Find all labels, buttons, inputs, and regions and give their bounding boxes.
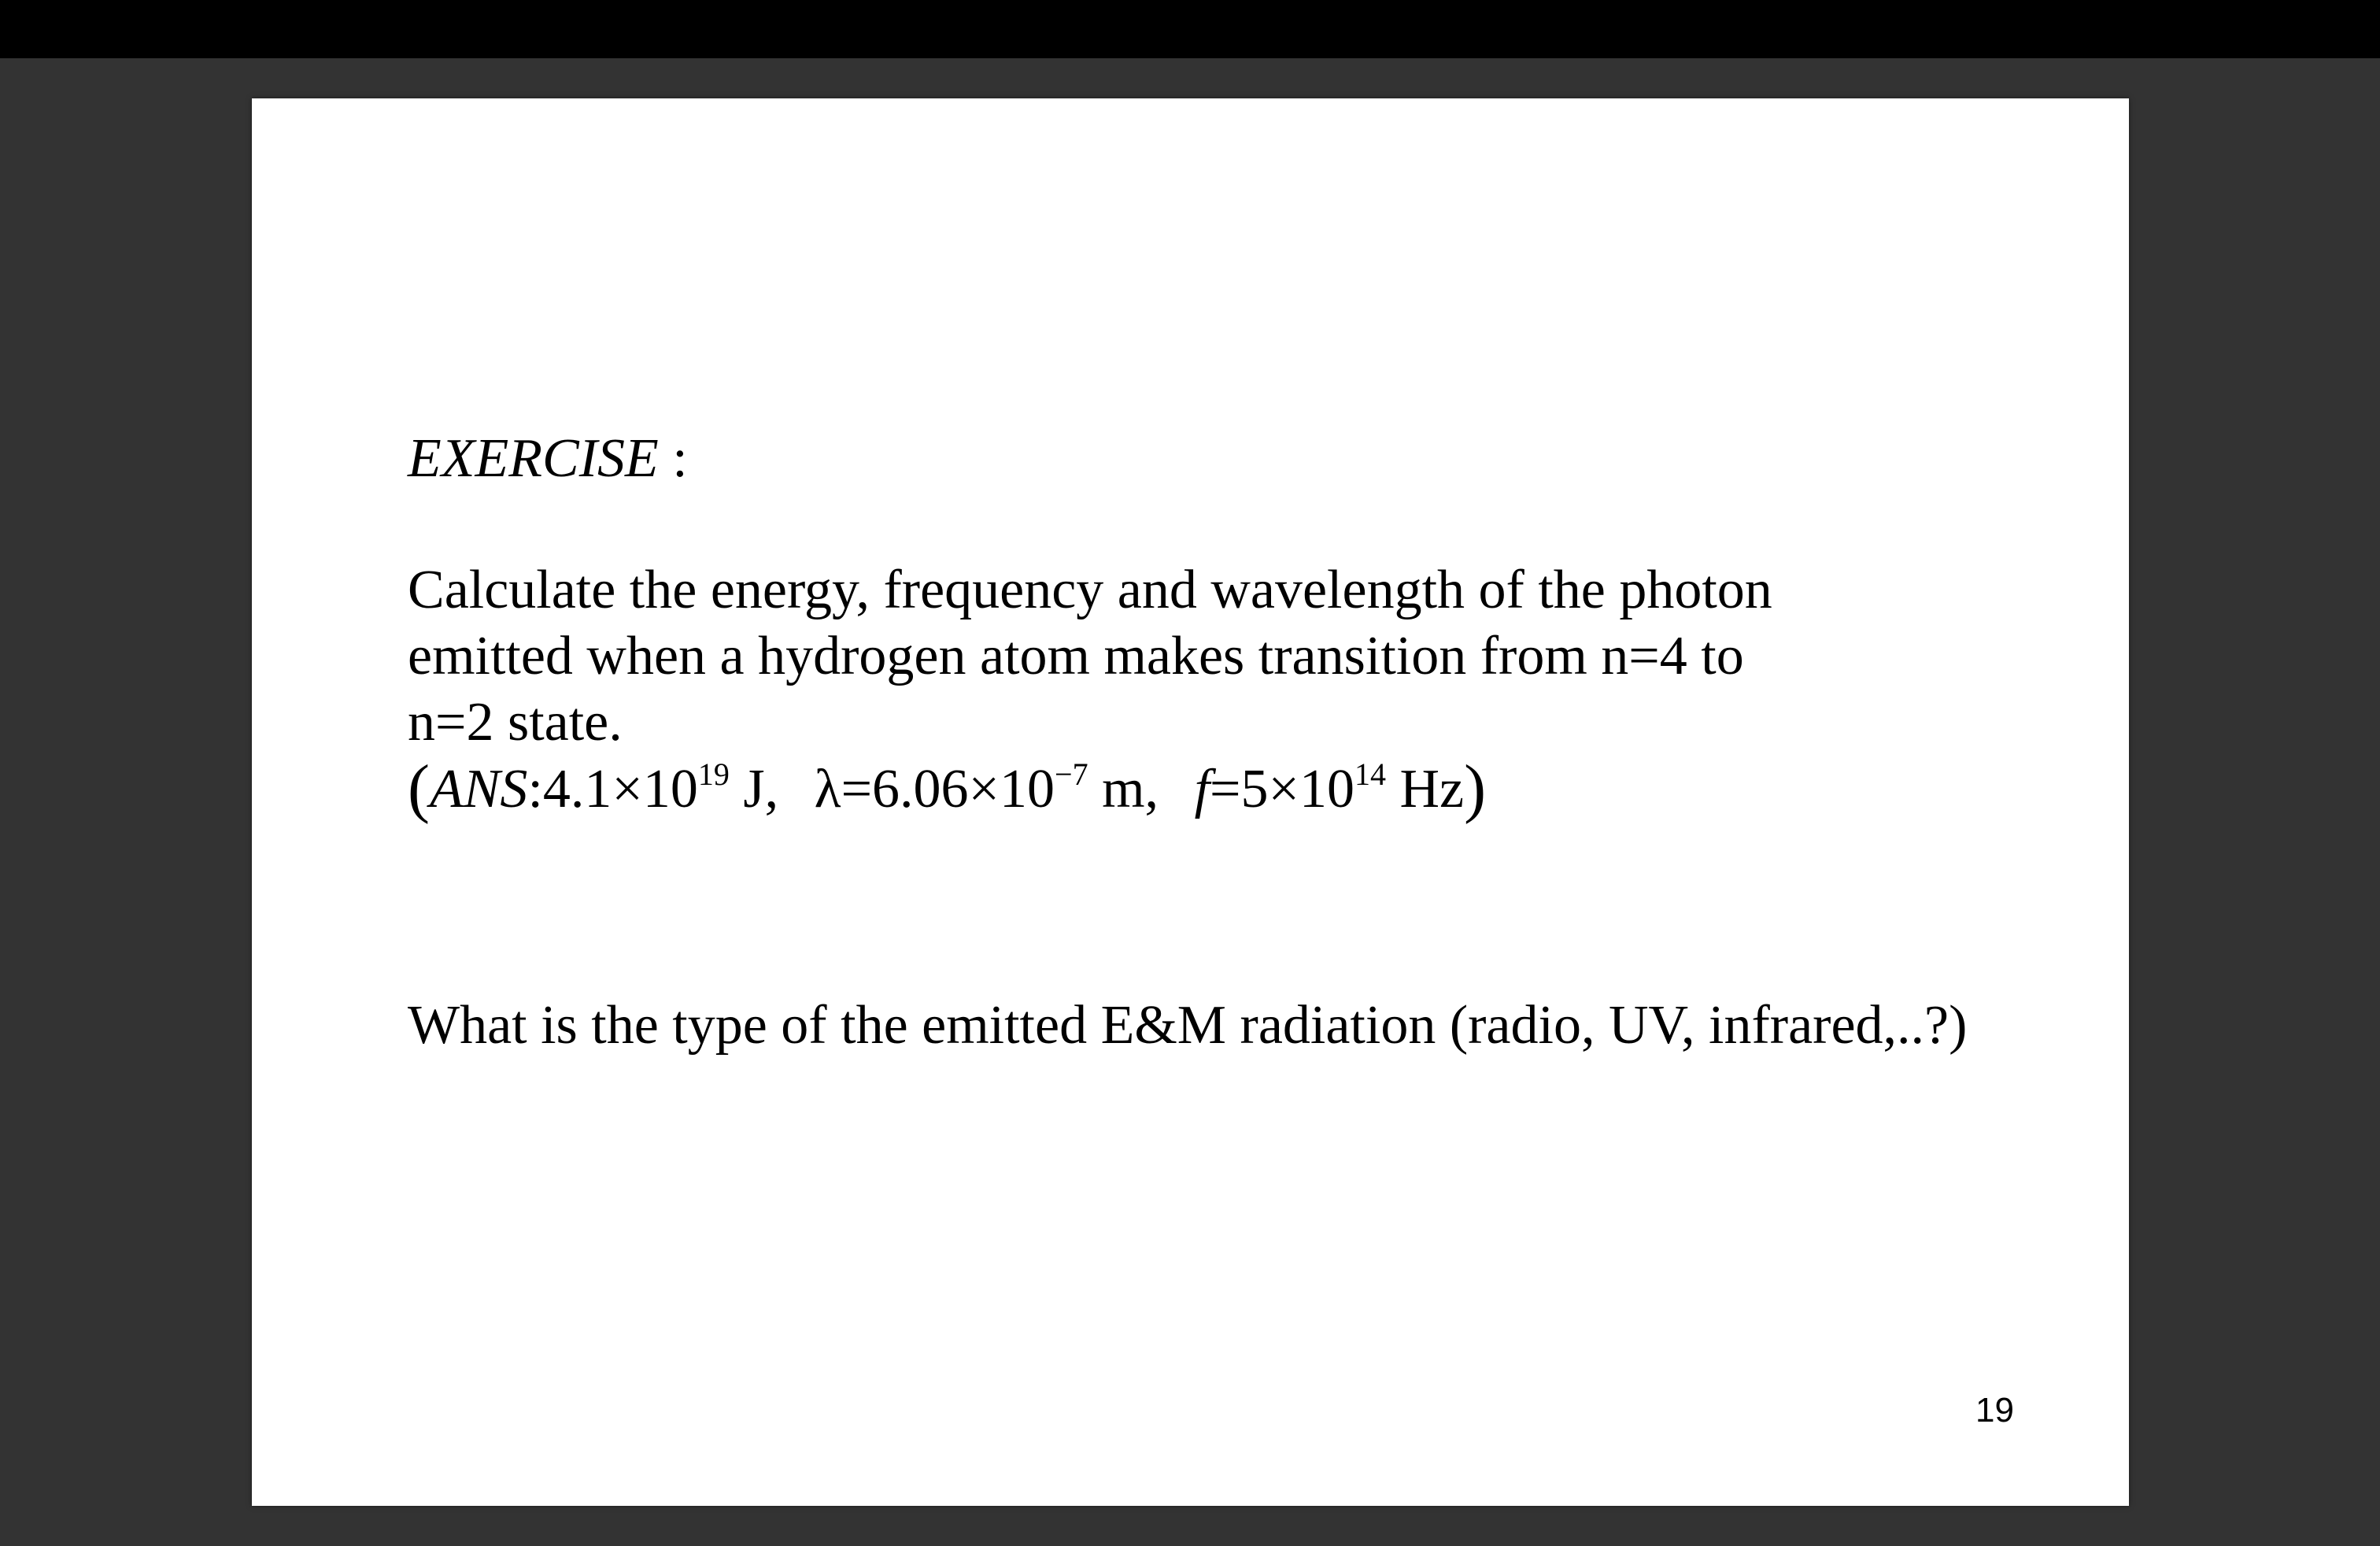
follow-up-question: What is the type of the emitted E&M radiation (radio, UV, infrared,..?) [408, 995, 1968, 1056]
top-bar [0, 0, 2380, 58]
question-line-2: emitted when a hydrogen atom makes transition from n=4 to [408, 626, 1744, 686]
energy-exponent: 19 [697, 756, 730, 792]
lambda-unit: m, [1102, 759, 1159, 819]
lambda-value: =6.06×10 [841, 759, 1055, 819]
question-text [408, 557, 2060, 756]
frequency-symbol: f [1194, 759, 1210, 819]
question-line-3: n=2 state. [408, 692, 623, 753]
question-line-1: Calculate the energy, frequency and wavelength of the photon [408, 560, 1772, 620]
energy-mantissa: 4.1×10 [542, 759, 698, 819]
heading-colon: : [672, 428, 688, 489]
exercise-heading [408, 427, 688, 490]
answer-colon: : [527, 759, 543, 819]
page-number: 19 [1975, 1391, 2014, 1429]
frequency-exponent: 14 [1354, 756, 1386, 792]
answer-label: ANS [429, 759, 528, 819]
frequency-unit: Hz [1399, 759, 1465, 819]
answer-line [408, 750, 1486, 827]
energy-unit: J, [743, 759, 779, 819]
answer-close-paren: ) [1464, 752, 1487, 825]
frequency-value: =5×10 [1210, 759, 1354, 819]
answer-open-paren: ( [408, 752, 430, 825]
heading-word: EXERCISE [408, 428, 659, 489]
lambda-symbol: λ [814, 759, 841, 819]
lambda-exponent: −7 [1055, 756, 1088, 792]
slide-page [252, 98, 2129, 1506]
